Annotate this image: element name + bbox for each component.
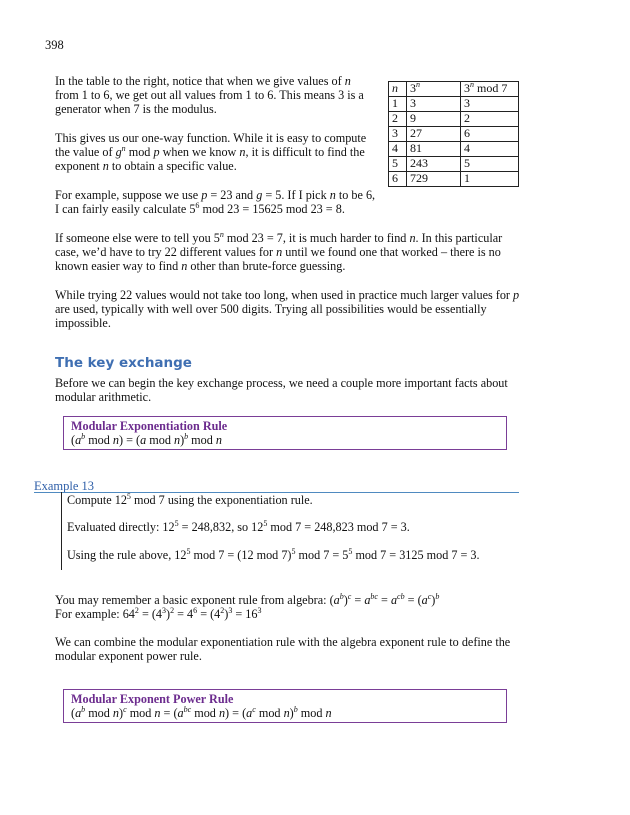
table-cell: 2 — [389, 112, 407, 127]
rule-formula: ($a^b$ mod n)$^c$ mod $n = (a^{bc}$ mod $n) = (a^c$ mod n)$^b$ mod n — [71, 704, 332, 720]
table-cell: 729 — [407, 172, 461, 187]
table-cell: 3 — [389, 127, 407, 142]
table-row — [389, 112, 519, 127]
example-line-direct: Evaluated directly: $12^5 = 248,832$, so $12^5$ mod 7 = 248,823 mod 7 = 3. — [67, 518, 410, 534]
table-cell: 1 — [461, 172, 519, 187]
rule-box-modular-exponent-power — [63, 689, 507, 723]
table-cell: 2 — [461, 112, 519, 127]
table-header-row — [389, 82, 519, 97]
table-cell: 1 — [389, 97, 407, 112]
page-number: 398 — [45, 38, 64, 52]
table-header-cell: n — [389, 82, 407, 97]
example-label: Example 13 — [34, 479, 95, 493]
table-row — [389, 127, 519, 142]
table-row — [389, 157, 519, 172]
paragraph-hard-direction: If someone else were to tell you 5$^n$ mod 23 = 7, it is much harder to find n. In this particular case, we’d have to try 22 different values for n until we found one that worked – there is no known easier way to find n other than brute-force guessing. — [55, 229, 503, 273]
table-cell: 5 — [461, 157, 519, 172]
paragraph-one-way-function: This gives us our one-way function. While it is easy to compute the value of $g^n$ mod p when we know n, it is difficult to find the exponent n to obtain a specific value. — [55, 131, 367, 173]
algebra-example: For example: $64^2 = (4^3)^2 = 4^6 = (4^2)^3 = 16^3$ — [55, 605, 262, 621]
table-cell: 27 — [407, 127, 461, 142]
table-cell: 9 — [407, 112, 461, 127]
table-cell: 6 — [461, 127, 519, 142]
rule-formula: ($a^b$ mod n) = (a mod n)$^b$ mod n — [71, 431, 222, 447]
paragraph-generator: In the table to the right, notice that when we give values of n from 1 to 6, we get out all values from 1 to 6. This means 3 is a generator when 7 is the modulus. — [55, 74, 364, 116]
table-cell: 243 — [407, 157, 461, 172]
table-cell: 3 — [461, 97, 519, 112]
algebra-exponent-rule: You may remember a basic exponent rule from algebra: $(a^b)^c = a^{bc} = a^{cb} = (a^c)^b$ — [55, 591, 440, 607]
table-cell: 6 — [389, 172, 407, 187]
table-row — [389, 142, 519, 157]
table-cell: 5 — [389, 157, 407, 172]
table-header-cell: 3$^n$ mod 7 — [461, 82, 519, 97]
table-row — [389, 172, 519, 187]
section-heading-key-exchange: The key exchange — [55, 355, 192, 371]
powers-of-three-table — [388, 81, 519, 187]
example-line-rule: Using the rule above, $12^5$ mod 7 = (12 mod 7)$^5$ mod $7 = 5^5$ mod 7 = 3125 mod 7 = 3. — [67, 546, 480, 562]
paragraph-example-values: For example, suppose we use p = 23 and g = 5. If I pick n to be 6, I can fairly easily calculate $5^6$ mod 23 = 15625 mod 23 = 8. — [55, 188, 376, 216]
table-cell: 3 — [407, 97, 461, 112]
paragraph-large-values: While trying 22 values would not take too long, when used in practice much larger values for p are used, typically with well over 500 digits. Trying all possibilities would be essentially impossible. — [55, 288, 520, 330]
rule-title: Modular Exponent Power Rule — [71, 692, 234, 706]
table-header-cell: 3$^n$ — [407, 82, 461, 97]
rule-title: Modular Exponentiation Rule — [71, 419, 228, 433]
table-cell: 4 — [461, 142, 519, 157]
paragraph-combine-rules: We can combine the modular exponentiation rule with the algebra exponent rule to define the modular exponent power rule. — [55, 635, 511, 663]
table-cell: 81 — [407, 142, 461, 157]
rule-box-modular-exponentiation — [63, 416, 507, 450]
table-row — [389, 97, 519, 112]
paragraph-key-exchange-intro: Before we can begin the key exchange process, we need a couple more important facts about modular arithmetic. — [55, 376, 508, 404]
example-line-compute: Compute $12^5$ mod 7 using the exponentiation rule. — [67, 491, 313, 507]
table-cell: 4 — [389, 142, 407, 157]
example-side-bar — [61, 492, 62, 570]
